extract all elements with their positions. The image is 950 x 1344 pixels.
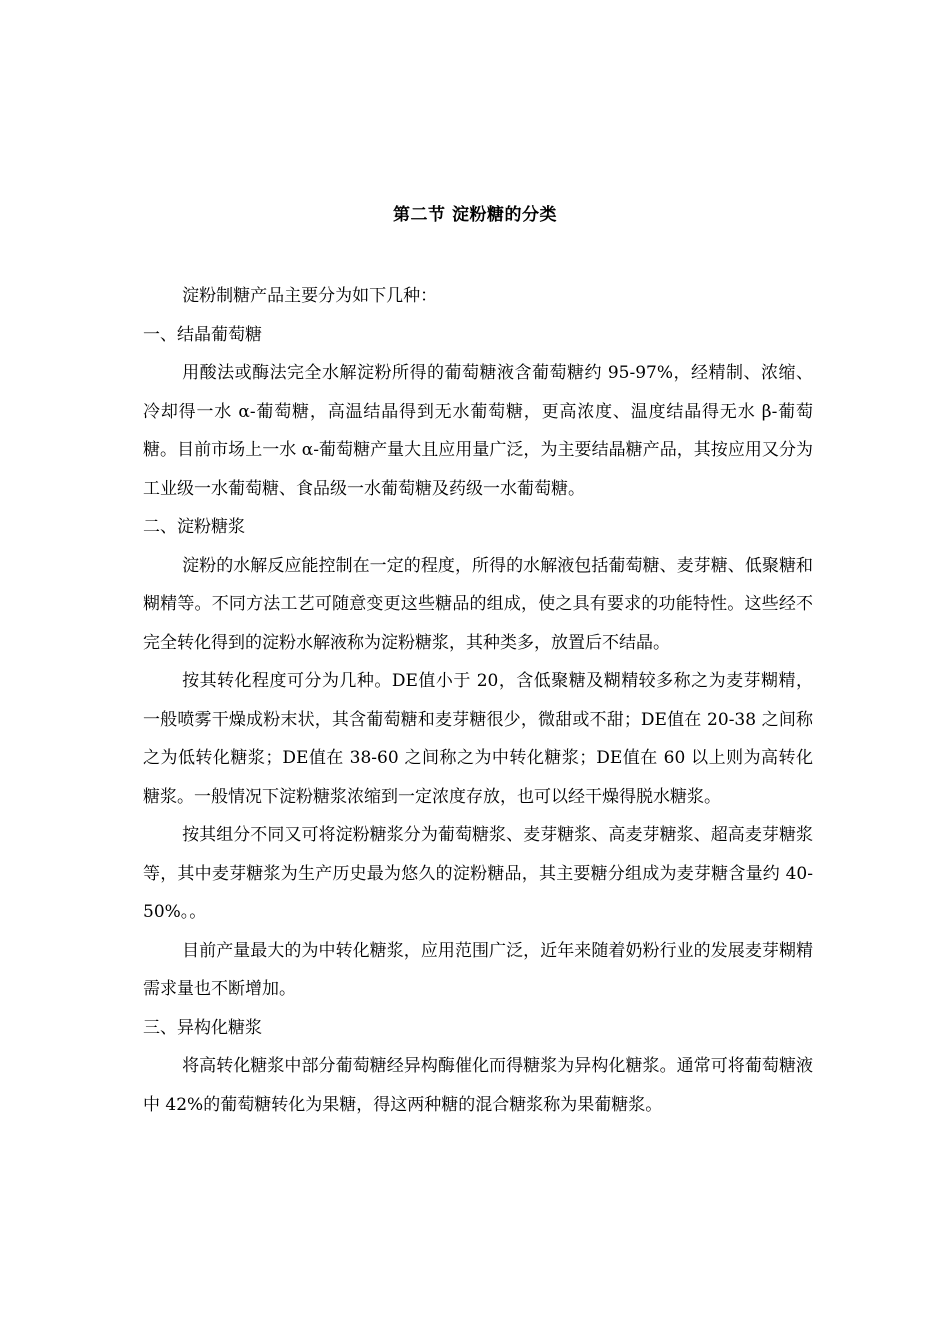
heading-isomerized-syrup: 三、异构化糖浆: [143, 1017, 262, 1038]
heading-starch-syrup: 二、淀粉糖浆: [143, 517, 245, 537]
paragraph-starch-syrup: 淀粉的水解反应能控制在一定的程度，所得的水解液包括葡萄糖、麦芽糖、低聚糖和糊精等。不同方法工艺可随意变更这些糖品的组成，使之具有要求的功能特性。这些经不完全转化得到的淀粉水解液称为淀粉糖浆，其种类多，放置后不结晶。: [143, 555, 813, 653]
paragraph-crystalline-glucose: 用酸法或酶法完全水解淀粉所得的葡萄糖液含葡萄糖约 95-97%，经精制、浓缩、冷却得一水 α-葡萄糖，高温结晶得到无水葡萄糖，更高浓度、温度结晶得无水 β-葡萄糖。目前市场上一水 α-葡萄糖产量大且应用量广泛，为主要结晶糖产品，其按应用又分为工业级一水葡萄糖、食品级一水葡萄糖及药级一水葡萄糖。: [143, 363, 813, 499]
paragraph-isomerized-syrup: 将高转化糖浆中部分葡萄糖经异构酶催化而得糖浆为异构化糖浆。通常可将葡萄糖液中 42%的葡萄糖转化为果糖，得这两种糖的混合糖浆称为果葡糖浆。: [143, 1056, 813, 1115]
paragraph-current-output: 目前产量最大的为中转化糖浆，应用范围广泛，近年来随着奶粉行业的发展麦芽糊精需求量也不断增加。: [143, 940, 813, 999]
paragraph-composition: 按其组分不同又可将淀粉糖浆分为葡萄糖浆、麦芽糖浆、高麦芽糖浆、超高麦芽糖浆等，其中麦芽糖浆为生产历史最为悠久的淀粉糖品，其主要糖分组成为麦芽糖含量约 40-50%。。: [143, 825, 813, 922]
heading-crystalline-glucose: 一、结晶葡萄糖: [143, 324, 262, 345]
section-title: 第二节 淀粉糖的分类: [393, 205, 557, 225]
document-body: [143, 277, 813, 1124]
paragraph-conversion-degree: 按其转化程度可分为几种。DE值小于 20，含低聚糖及糊精较多称之为麦芽糊精，一般喷雾干燥成粉末状，其含葡萄糖和麦芽糖很少，微甜或不甜；DE值在 20-38 之间称之为低转化糖浆；DE值在 38-60 之间称之为中转化糖浆；DE值在 60 以上则为高转化糖浆。一般情况下淀粉糖浆浓缩到一定浓度存放，也可以经干燥得脱水糖浆。: [143, 671, 813, 807]
intro-paragraph: 淀粉制糖产品主要分为如下几种：: [182, 286, 438, 306]
